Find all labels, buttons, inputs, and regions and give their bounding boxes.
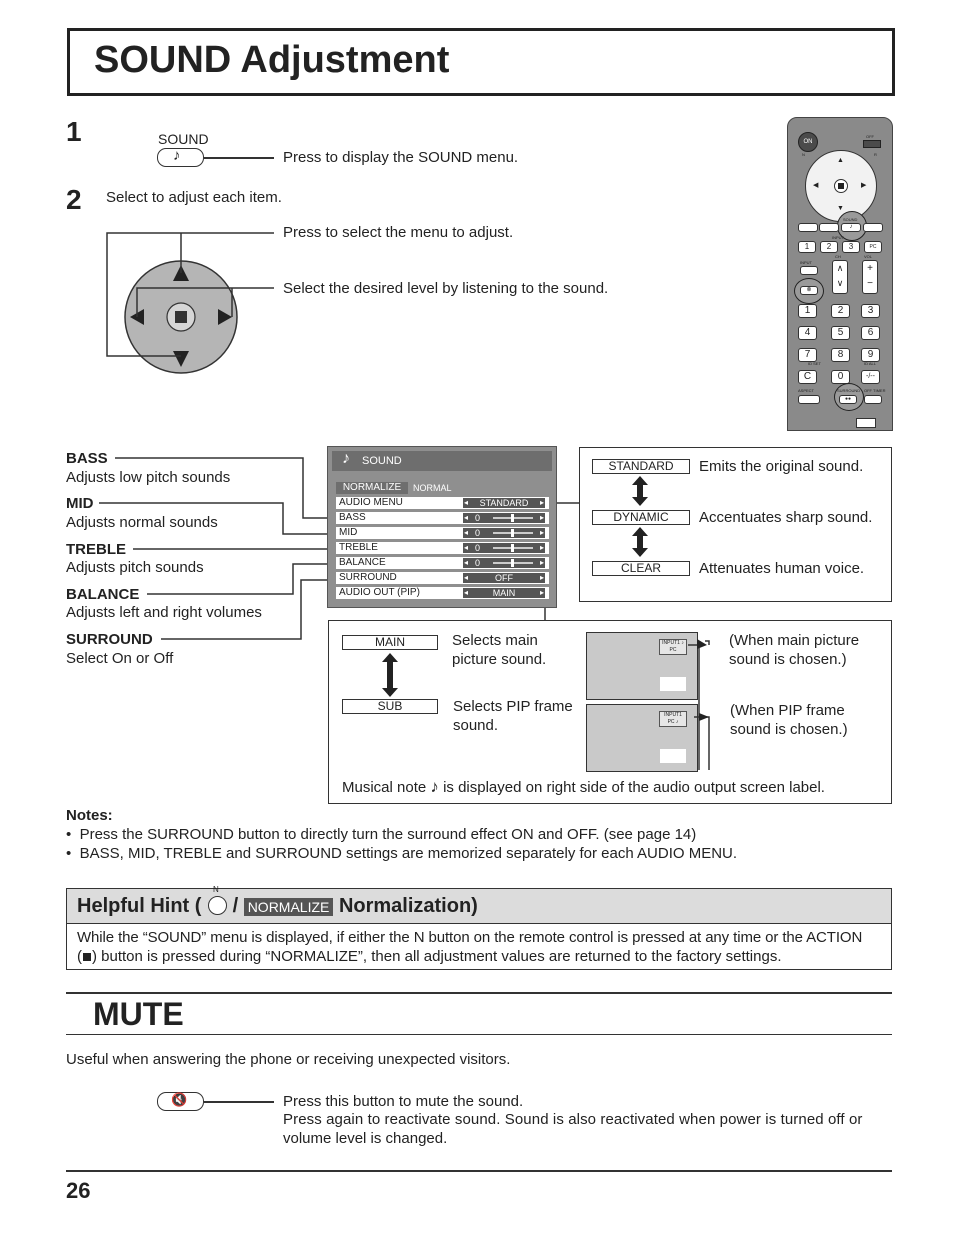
remote-key-3: 3: [861, 304, 880, 318]
note-item-1: • Press the SURROUND button to directly turn the surround effect ON and OFF. (see page 14): [66, 826, 697, 843]
arrow-left-icon: ◂: [464, 513, 469, 522]
level-slider-knob: [511, 529, 514, 537]
notes-heading: Notes:: [66, 807, 113, 824]
menu-row[interactable]: [336, 587, 549, 599]
menu-row-value: [463, 558, 545, 568]
page-title: SOUND Adjustment: [94, 39, 450, 81]
main-note-1: (When main picture: [729, 632, 860, 649]
remote-input-key-1: 1: [798, 241, 816, 253]
remote-input-key-pc: PC: [864, 241, 882, 253]
menu-row-value-text: OFF: [495, 573, 513, 583]
remote-vol-label: VOL: [864, 254, 873, 259]
note-item-2: • BASS, MID, TREBLE and SURROUND settings are memorized separately for each AUDIO MENU.: [66, 845, 738, 862]
remote-ch-rocker: ∧ ∨: [832, 260, 848, 294]
screen-label: INPUT1 PC ♪: [659, 711, 687, 727]
menu-row-value-text: STANDARD: [479, 498, 529, 508]
sub-desc-1: Selects PIP frame: [453, 698, 573, 715]
arrow-left-icon: ◂: [464, 588, 469, 597]
remote-down-icon: ▼: [837, 205, 844, 212]
callout-bass-name: BASS: [66, 450, 108, 467]
remote-vol-rocker: + −: [862, 260, 878, 294]
menu-row-value: [463, 588, 545, 598]
sound-menu-screen: [327, 446, 557, 608]
mute-leader-line: [204, 1101, 274, 1103]
helpful-hint-box: [66, 885, 892, 970]
menu-row-label: BASS: [339, 512, 366, 523]
remote-input-key-3: 3: [842, 241, 860, 253]
arrow-right-icon: ▸: [539, 513, 544, 522]
remote-right-icon: ▶: [861, 182, 867, 189]
menu-row-value: [463, 528, 545, 538]
callout-treble-name: TREBLE: [66, 541, 126, 558]
pip-note-2: sound is chosen.): [730, 721, 848, 738]
arrow-left-icon: ◂: [464, 528, 469, 537]
helpful-hint-title: Helpful Hint ( N / NORMALIZE Normalization): [77, 885, 478, 917]
remote-key-c: C: [798, 370, 817, 384]
n-button-icon: N: [207, 895, 227, 915]
helpful-hint-bar: [67, 885, 891, 924]
double-arrow-icon: [632, 476, 648, 506]
menu-row[interactable]: [336, 572, 549, 584]
mid-leader: [99, 503, 338, 534]
mute-title: MUTE: [93, 996, 184, 1032]
remote-ch-label: CH: [835, 254, 841, 259]
mute-line-3: volume level is changed.: [283, 1130, 448, 1147]
callout-treble-desc: Adjusts pitch sounds: [66, 559, 204, 576]
sound-button-label: SOUND: [158, 131, 209, 147]
arrow-right-icon: ▸: [539, 498, 544, 507]
balance-leader: [147, 564, 338, 594]
pip-note-1: (When PIP frame: [730, 702, 845, 719]
remote-key-9: 9: [861, 348, 880, 362]
action-square-icon: [83, 953, 91, 961]
sub-desc-2: sound.: [453, 717, 499, 734]
level-slider-knob: [511, 559, 514, 567]
menu-row-label: MID: [339, 527, 358, 538]
callout-mid-desc: Adjusts normal sounds: [66, 514, 218, 531]
power-on-button: ON: [798, 132, 818, 152]
mute-button: [157, 1092, 204, 1111]
page-number: 26: [66, 1178, 91, 1203]
remote-key-0: 0: [831, 370, 850, 384]
main-desc-2: picture sound.: [452, 651, 547, 668]
menu-row-value: [463, 498, 545, 508]
remote-aspect-label: ASPECT: [798, 388, 815, 393]
remote-left-icon: ◀: [813, 182, 819, 189]
sound-menu-header: [332, 451, 552, 471]
arrow-left-icon: ◂: [464, 573, 469, 582]
remote-id-all-label: ID ALL: [864, 361, 877, 366]
arrow-left-icon: ◂: [464, 543, 469, 552]
option-standard: STANDARD: [592, 459, 690, 474]
music-note-icon: ♪: [430, 777, 439, 796]
remote-key-4: 4: [798, 326, 817, 340]
callout-balance-desc: Adjusts left and right volumes: [66, 604, 262, 621]
remote-surround-label: SURROUND: [837, 388, 861, 393]
menu-row-value: [463, 543, 545, 553]
menu-row[interactable]: [336, 527, 549, 539]
menu-row-label: TREBLE: [339, 542, 378, 553]
option-clear: CLEAR: [592, 561, 690, 576]
menu-row-value: [463, 573, 545, 583]
screen-label: INPUT1 ♪ PC: [659, 639, 687, 655]
arrow-right-icon: ▸: [539, 528, 544, 537]
remote-input-label: INPUT: [800, 260, 812, 265]
callout-surround-name: SURROUND: [66, 631, 153, 648]
callout-bass-desc: Adjusts low pitch sounds: [66, 469, 231, 486]
level-slider: [493, 532, 533, 534]
menu-row-value-text: 0: [475, 558, 481, 568]
step-2-intro: Select to adjust each item.: [106, 189, 282, 206]
arrow-right-icon: ▸: [539, 543, 544, 552]
mute-line-1: Press this button to mute the sound.: [283, 1093, 524, 1110]
level-slider-knob: [511, 544, 514, 552]
mute-speaker-icon: 🔇: [171, 1092, 188, 1107]
remote-key-1: 1: [798, 304, 817, 318]
remote-input-row-label: INPUT: [832, 235, 844, 240]
menu-row-value-text: 0: [475, 513, 481, 523]
mute-intro: Useful when answering the phone or receiving unexpected visitors.: [66, 1051, 511, 1068]
remote-off-timer-label: OFF TIMER: [864, 388, 886, 393]
menu-row-label: AUDIO OUT (PIP): [339, 587, 420, 598]
audio-out-panel: [328, 620, 892, 804]
normalize-value: NORMAL: [413, 483, 452, 493]
audio-menu-options-panel: [579, 447, 892, 602]
n-label: N: [802, 152, 805, 157]
option-sub: SUB: [342, 699, 438, 714]
option-standard-desc: Emits the original sound.: [699, 458, 864, 475]
remote-sound-button: ♪: [841, 223, 861, 232]
menu-row-value-text: 0: [475, 543, 481, 553]
option-cycle-arrows: [632, 476, 648, 561]
remote-key-8: 8: [831, 348, 850, 362]
option-dynamic: DYNAMIC: [592, 510, 690, 525]
arrow-right-icon: ▸: [539, 558, 544, 567]
remote-key-5: 5: [831, 326, 850, 340]
level-slider-knob: [511, 514, 514, 522]
option-clear-desc: Attenuates human voice.: [699, 560, 865, 577]
remote-key-7: 7: [798, 348, 817, 362]
main-desc-1: Selects main: [452, 632, 538, 649]
menu-row-value-text: MAIN: [492, 588, 516, 598]
music-note-icon: ♪: [342, 450, 350, 467]
mute-line-2: Press again to reactivate sound. Sound is also reactivated when power is turned off or: [283, 1111, 863, 1128]
mute-bottom-rule: [66, 1034, 892, 1035]
remote-input-key-2: 2: [820, 241, 838, 253]
step-2-number: 2: [66, 184, 82, 215]
callout-balance-name: BALANCE: [66, 586, 140, 603]
mute-top-rule: [66, 992, 892, 994]
music-note-icon: ♪: [173, 147, 181, 164]
menu-row[interactable]: [336, 557, 549, 569]
remote-id-set-label: ID SET: [808, 361, 821, 366]
double-arrow-icon: [632, 527, 648, 557]
arrow-right-icon: ▸: [539, 588, 544, 597]
remote-key-dash: -/--: [861, 370, 880, 384]
remote-mute-icon: ⊗: [800, 286, 818, 295]
hint-body-2: ( ) button is pressed during “NORMALIZE”, then all adjustment values are returned to the factory settings.: [77, 948, 782, 965]
remote-sound-label: SOUND: [843, 217, 858, 222]
step-1-number: 1: [66, 116, 82, 147]
level-slider: [493, 517, 533, 519]
step-1-description: Press to display the SOUND menu.: [283, 149, 519, 166]
menu-row-label: BALANCE: [339, 557, 386, 568]
footer-rule: [66, 1170, 892, 1172]
off-label: OFF: [866, 134, 874, 139]
callout-mid-name: MID: [66, 495, 94, 512]
menu-row-value: [463, 513, 545, 523]
main-note-2: sound is chosen.): [729, 651, 847, 668]
remote-surround-button: ●●: [839, 395, 857, 404]
arrow-left-icon: ◂: [464, 558, 469, 567]
menu-row[interactable]: [336, 497, 549, 509]
sound-menu-title: SOUND: [362, 455, 402, 467]
remote-key-2: 2: [831, 304, 850, 318]
normalize-tag: NORMALIZE: [244, 898, 334, 916]
r-label: R: [874, 152, 877, 157]
level-slider: [493, 562, 533, 564]
menu-row[interactable]: [336, 542, 549, 554]
remote-up-icon: ▲: [837, 157, 844, 164]
menu-row-label: AUDIO MENU: [339, 497, 403, 508]
option-main: MAIN: [342, 635, 438, 650]
bass-leader: [115, 458, 338, 518]
menu-row-label: SURROUND: [339, 572, 397, 583]
audio-out-footer: Musical note ♪ is displayed on right side of the audio output screen label.: [342, 777, 825, 796]
remote-key-6: 6: [861, 326, 880, 340]
callout-surround-desc: Select On or Off: [66, 650, 174, 667]
surround-leader: [161, 580, 338, 639]
up-down-text: Press to select the menu to adjust.: [283, 224, 514, 241]
hint-body-1: While the “SOUND” menu is displayed, if either the N button on the remote control is pressed at any time or the ACTION: [77, 929, 863, 946]
menu-row-value-text: 0: [475, 528, 481, 538]
menu-row[interactable]: [336, 512, 549, 524]
left-right-text: Select the desired level by listening to the sound.: [283, 280, 609, 297]
arrow-right-icon: ▸: [539, 573, 544, 582]
level-slider: [493, 547, 533, 549]
option-dynamic-desc: Accentuates sharp sound.: [699, 509, 873, 526]
normalize-button[interactable]: NORMALIZE: [336, 482, 408, 494]
arrow-left-icon: ◂: [464, 498, 469, 507]
